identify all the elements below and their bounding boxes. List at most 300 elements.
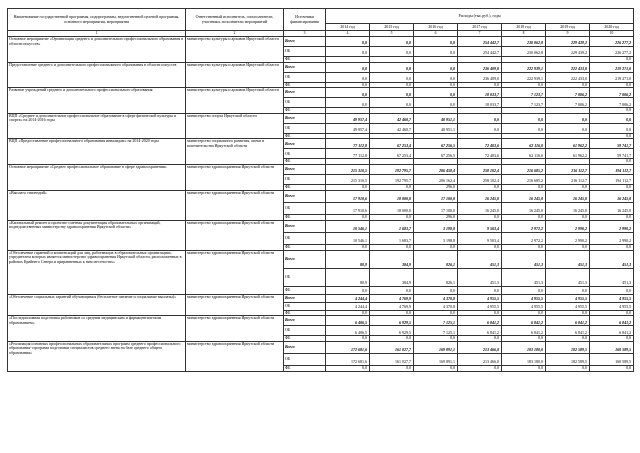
funding-source-cell: ФБ bbox=[284, 108, 326, 114]
expense-value-cell: 0,0 bbox=[414, 72, 458, 82]
funding-source-cell: Всего bbox=[284, 62, 326, 72]
expense-value-cell: 0,0 bbox=[458, 286, 502, 294]
expense-value-cell: 77 112,8 bbox=[326, 149, 370, 159]
expense-value-cell: 0,0 bbox=[370, 62, 414, 72]
expense-value-cell: 6 841,2 bbox=[502, 316, 546, 326]
expense-value-cell: 0,0 bbox=[502, 214, 546, 220]
funding-source-cell: ФБ bbox=[284, 244, 326, 250]
expense-value-cell: 4 955,5 bbox=[502, 294, 546, 302]
expense-value-cell: 0,0 bbox=[370, 214, 414, 220]
expense-value-cell: 6 841,2 bbox=[502, 326, 546, 336]
expense-value-cell: 62 116,0 bbox=[502, 149, 546, 159]
executor-cell: министерство культуры и архивов Иркутской области bbox=[186, 62, 284, 88]
header-year: 2016 год bbox=[414, 24, 458, 31]
expense-value-cell: 16 245,0 bbox=[590, 202, 634, 214]
program-name-cell: «Реализация основных профессиональных образовательных программ среднего профессионального образования- программ подготовки специалистов среднего звена на базе среднего общего образования» bbox=[8, 341, 186, 371]
expense-value-cell: 229 439,2 bbox=[546, 37, 590, 47]
header-col-number: 9 bbox=[546, 31, 590, 37]
table-row bbox=[8, 220, 634, 232]
funding-source-cell: ФБ bbox=[284, 336, 326, 342]
header-col-number: 7 bbox=[458, 31, 502, 37]
expense-value-cell: 0,0 bbox=[546, 336, 590, 342]
expense-value-cell: 0,0 bbox=[502, 244, 546, 250]
expense-value-cell: 0,0 bbox=[458, 244, 502, 250]
expense-value-cell: 59 741,7 bbox=[590, 139, 634, 149]
expense-value-cell: 222 939,1 bbox=[502, 72, 546, 82]
program-name-cell: Основное мероприятие «Среднее профессиональное образование в сфере здравоохранения» bbox=[8, 164, 186, 190]
expense-value-cell: 0,0 bbox=[590, 108, 634, 114]
executor-cell: министерство социального развития, опеки и попечительства Иркутской области bbox=[186, 139, 284, 165]
funding-source-cell: ФБ bbox=[284, 214, 326, 220]
expense-value-cell: 49 957,4 bbox=[326, 113, 370, 123]
expense-value-cell: 0,0 bbox=[414, 98, 458, 108]
expense-value-cell: 222 433,0 bbox=[546, 62, 590, 72]
expense-value-cell: 0,0 bbox=[370, 286, 414, 294]
expense-value-cell: 16 245,0 bbox=[590, 190, 634, 202]
expense-value-cell: 0,0 bbox=[590, 123, 634, 133]
expense-value-cell: 10 546,1 bbox=[326, 220, 370, 232]
expense-value-cell: 0,0 bbox=[546, 82, 590, 88]
expense-value-cell: 62 116,0 bbox=[502, 139, 546, 149]
expense-value-cell: 226 277,2 bbox=[590, 47, 634, 57]
expense-value-cell: 16 245,0 bbox=[458, 202, 502, 214]
expense-value-cell: 0,0 bbox=[370, 37, 414, 47]
expense-value-cell: 222 939,1 bbox=[502, 62, 546, 72]
expense-value-cell: 182 589,5 bbox=[546, 341, 590, 353]
expense-value-cell: 4 244,4 bbox=[326, 294, 370, 302]
funding-source-cell: Всего bbox=[284, 316, 326, 326]
program-name-cell: Предоставление среднего и дополнительного профессионального образования в области искусств bbox=[8, 62, 186, 88]
expense-value-cell: 236 409,0 bbox=[458, 62, 502, 72]
expense-value-cell: 7 006,2 bbox=[546, 98, 590, 108]
funding-source-cell: ОБ bbox=[284, 98, 326, 108]
header-executor: Ответственный исполнитель, соисполнители, участники, исполнители мероприятий bbox=[186, 9, 284, 31]
budget-table-sheet bbox=[7, 8, 633, 372]
expense-value-cell: 7 125,1 bbox=[414, 316, 458, 326]
expense-value-cell: 0,0 bbox=[326, 244, 370, 250]
expense-value-cell: 0,0 bbox=[502, 336, 546, 342]
expense-value-cell: 4 769,9 bbox=[370, 294, 414, 302]
expense-value-cell: 16 245,0 bbox=[546, 202, 590, 214]
program-name-cell: Основное мероприятие «Организация среднего и дополнительного профессионального образования в области искусств» bbox=[8, 37, 186, 63]
expense-value-cell: 4 370,8 bbox=[414, 302, 458, 310]
expense-value-cell: 206 162,4 bbox=[414, 174, 458, 184]
expense-value-cell: 0,0 bbox=[326, 72, 370, 82]
expense-value-cell: 451,3 bbox=[502, 268, 546, 286]
expense-value-cell: 0,0 bbox=[326, 286, 370, 294]
expense-value-cell: 160 589,5 bbox=[590, 341, 634, 353]
expense-value-cell: 7 125,1 bbox=[414, 326, 458, 336]
executor-cell: министерство здравоохранения Иркутской области bbox=[186, 341, 284, 371]
expense-value-cell: 6 406,5 bbox=[326, 326, 370, 336]
expense-value-cell: 0,0 bbox=[326, 310, 370, 316]
expense-value-cell: 0,0 bbox=[546, 365, 590, 371]
funding-source-cell: ОБ bbox=[284, 174, 326, 184]
expense-value-cell: 72 403,6 bbox=[458, 139, 502, 149]
expense-value-cell: 219 271,0 bbox=[590, 72, 634, 82]
expense-value-cell: 0,0 bbox=[326, 88, 370, 98]
executor-cell: министерство здравоохранения Иркутской области bbox=[186, 164, 284, 190]
expense-value-cell: 16 245,0 bbox=[502, 190, 546, 202]
executor-cell: министерство здравоохранения Иркутской области bbox=[186, 250, 284, 294]
table-row bbox=[8, 113, 634, 123]
funding-source-cell: ФБ bbox=[284, 310, 326, 316]
budget-table bbox=[7, 8, 634, 372]
expense-value-cell: 0,0 bbox=[458, 184, 502, 190]
expense-value-cell: 0,0 bbox=[370, 184, 414, 190]
expense-value-cell: 7 123,7 bbox=[502, 98, 546, 108]
expense-value-cell: 0,0 bbox=[414, 244, 458, 250]
expense-value-cell: 0,0 bbox=[370, 98, 414, 108]
expense-value-cell: 0,0 bbox=[546, 310, 590, 316]
expense-value-cell: 0,0 bbox=[590, 82, 634, 88]
funding-source-cell: ОБ bbox=[284, 47, 326, 57]
table-row bbox=[8, 88, 634, 98]
expense-value-cell: 6 406,5 bbox=[326, 316, 370, 326]
expense-value-cell: 0,0 bbox=[590, 133, 634, 139]
expense-value-cell: 77 112,8 bbox=[326, 139, 370, 149]
header-expenses: Расходы (тыс.руб.), годы bbox=[326, 9, 634, 24]
table-row bbox=[8, 62, 634, 72]
expense-value-cell: 40 951,1 bbox=[414, 123, 458, 133]
expense-value-cell: 384,9 bbox=[370, 250, 414, 268]
expense-value-cell: 0,0 bbox=[370, 72, 414, 82]
funding-source-cell: ОБ bbox=[284, 149, 326, 159]
expense-value-cell: 3 198,8 bbox=[414, 232, 458, 244]
expense-value-cell: 0,0 bbox=[546, 123, 590, 133]
expense-value-cell: 2 990,2 bbox=[546, 220, 590, 232]
expense-value-cell: 451,3 bbox=[590, 268, 634, 286]
expense-value-cell: 17 910,6 bbox=[326, 202, 370, 214]
expense-value-cell: 9 503,4 bbox=[458, 232, 502, 244]
expense-value-cell: 2 990,2 bbox=[590, 232, 634, 244]
expense-value-cell: 17 100,0 bbox=[414, 190, 458, 202]
program-name-cell: «Выплата стипендий» bbox=[8, 190, 186, 220]
expense-value-cell: 451,3 bbox=[458, 268, 502, 286]
expense-value-cell: 0,0 bbox=[414, 365, 458, 371]
funding-source-cell: Всего bbox=[284, 341, 326, 353]
expense-value-cell: 0,0 bbox=[414, 88, 458, 98]
expense-value-cell: 4 244,4 bbox=[326, 302, 370, 310]
expense-value-cell: 80,9 bbox=[326, 268, 370, 286]
expense-value-cell: 1 683,7 bbox=[370, 220, 414, 232]
expense-value-cell: 6 841,2 bbox=[458, 316, 502, 326]
budget-table-body bbox=[8, 37, 634, 372]
expense-value-cell: 2 990,2 bbox=[546, 232, 590, 244]
expense-value-cell: 0,0 bbox=[590, 286, 634, 294]
expense-value-cell: 0,0 bbox=[370, 47, 414, 57]
expense-value-cell: 183 180,0 bbox=[502, 341, 546, 353]
expense-value-cell: 4 955,5 bbox=[458, 302, 502, 310]
expense-value-cell: 0,0 bbox=[326, 214, 370, 220]
executor-cell: министерство культуры и архивов Иркутской области bbox=[186, 88, 284, 114]
expense-value-cell: 4 955,5 bbox=[502, 302, 546, 310]
expense-value-cell: 0,0 bbox=[546, 244, 590, 250]
funding-source-cell: ФБ bbox=[284, 133, 326, 139]
expense-value-cell: 0,0 bbox=[370, 82, 414, 88]
expense-value-cell: 18 033,7 bbox=[458, 98, 502, 108]
expense-value-cell: 0,0 bbox=[458, 82, 502, 88]
funding-source-cell: Всего bbox=[284, 294, 326, 302]
expense-value-cell: 826,1 bbox=[414, 268, 458, 286]
expense-value-cell: 7 006,2 bbox=[590, 98, 634, 108]
expense-value-cell: 2 972,2 bbox=[502, 232, 546, 244]
expense-value-cell: 0,0 bbox=[546, 184, 590, 190]
expense-value-cell: 4 769,9 bbox=[370, 302, 414, 310]
expense-value-cell: 2 972,2 bbox=[502, 220, 546, 232]
expense-value-cell: 0,0 bbox=[414, 37, 458, 47]
program-name-cell: ВЦП «Предоставление профессионального образования инвалидам» на 2014-2020 годы bbox=[8, 139, 186, 165]
expense-value-cell: 0,0 bbox=[458, 365, 502, 371]
expense-value-cell: 236 409,0 bbox=[458, 72, 502, 82]
funding-source-cell: ФБ bbox=[284, 159, 326, 165]
expense-value-cell: 0,0 bbox=[590, 365, 634, 371]
expense-value-cell: 0,0 bbox=[458, 336, 502, 342]
funding-source-cell: ОБ bbox=[284, 268, 326, 286]
funding-source-cell: ОБ bbox=[284, 353, 326, 365]
header-col-number: 8 bbox=[502, 31, 546, 37]
expense-value-cell: 451,3 bbox=[590, 250, 634, 268]
expense-value-cell: 7 123,7 bbox=[502, 88, 546, 98]
expense-value-cell: 61 962,2 bbox=[546, 139, 590, 149]
expense-value-cell: 16 245,0 bbox=[502, 202, 546, 214]
expense-value-cell: 4 955,5 bbox=[590, 294, 634, 302]
expense-value-cell: 0,0 bbox=[414, 82, 458, 88]
funding-source-cell: ОБ bbox=[284, 302, 326, 310]
executor-cell: министерство здравоохранения Иркутской области bbox=[186, 220, 284, 250]
expense-value-cell: 6 841,2 bbox=[458, 326, 502, 336]
table-row bbox=[8, 294, 634, 302]
program-name-cell: ВЦП «Среднее и дополнительное профессиональное образование в сфере физической культуры и спорта» на 2014-2016 годы bbox=[8, 113, 186, 139]
expense-value-cell: 215 310,5 bbox=[326, 174, 370, 184]
header-col-number: 5 bbox=[370, 31, 414, 37]
expense-value-cell: 0,0 bbox=[590, 57, 634, 63]
expense-value-cell: 0,0 bbox=[502, 82, 546, 88]
expense-value-cell: 384,9 bbox=[370, 268, 414, 286]
program-name-cell: «Капитальный ремонт и проектно-сметная документация образовательных организаций, подведомственных министерству здравоохранения Иркутской области» bbox=[8, 220, 186, 250]
expense-value-cell: 0,0 bbox=[590, 184, 634, 190]
expense-value-cell: 0,0 bbox=[590, 159, 634, 165]
funding-source-cell: ОБ bbox=[284, 72, 326, 82]
expense-value-cell: 0,0 bbox=[502, 365, 546, 371]
expense-value-cell: 161 027,7 bbox=[370, 353, 414, 365]
expense-value-cell: 67 256,5 bbox=[414, 139, 458, 149]
expense-value-cell: 254 442,7 bbox=[458, 47, 502, 57]
expense-value-cell: 0,0 bbox=[502, 123, 546, 133]
expense-value-cell: 161 027,7 bbox=[370, 341, 414, 353]
expense-value-cell: 18 033,7 bbox=[458, 88, 502, 98]
header-year: 2014 год bbox=[326, 24, 370, 31]
expense-value-cell: 61 962,2 bbox=[546, 149, 590, 159]
table-row bbox=[8, 250, 634, 268]
funding-source-cell: Всего bbox=[284, 164, 326, 174]
expense-value-cell: 0,0 bbox=[590, 113, 634, 123]
expense-value-cell: 6 841,2 bbox=[590, 326, 634, 336]
program-name-cell: «Обеспечение социальных гарантий обучающимся (бесплатное питание и социальные выплаты)» bbox=[8, 294, 186, 316]
expense-value-cell: 6 841,2 bbox=[546, 316, 590, 326]
expense-value-cell: 0,0 bbox=[546, 286, 590, 294]
expense-value-cell: 80,9 bbox=[326, 250, 370, 268]
header-year: 2019 год bbox=[546, 24, 590, 31]
expense-value-cell: 216 112,7 bbox=[546, 164, 590, 174]
expense-value-cell: 42 460,7 bbox=[370, 123, 414, 133]
table-row bbox=[8, 341, 634, 353]
header-col-number: 10 bbox=[590, 31, 634, 37]
expense-value-cell: 172 681,6 bbox=[326, 353, 370, 365]
expense-value-cell: 1 683,7 bbox=[370, 232, 414, 244]
expense-value-cell: 3 198,8 bbox=[414, 220, 458, 232]
expense-value-cell: 4 955,5 bbox=[590, 302, 634, 310]
expense-value-cell: 0,0 bbox=[502, 113, 546, 123]
expense-value-cell: 0,0 bbox=[502, 310, 546, 316]
expense-value-cell: 206 458,4 bbox=[414, 164, 458, 174]
executor-cell: министерство здравоохранения Иркутской области bbox=[186, 294, 284, 316]
expense-value-cell: 17 100,0 bbox=[414, 202, 458, 214]
expense-value-cell: 216 685,2 bbox=[502, 164, 546, 174]
expense-value-cell: 4 955,5 bbox=[458, 294, 502, 302]
expense-value-cell: 0,0 bbox=[326, 184, 370, 190]
header-year: 2015 год bbox=[370, 24, 414, 31]
program-name-cell: «Обеспечение гарантий и компенсаций для лиц, работающих в образовательных организациях, учредителем которых является министерство здравоохранения Иркутской области, расположенных в районах Крайнего Севера и приравненных к ним местностях» bbox=[8, 250, 186, 294]
expense-value-cell: 17 910,6 bbox=[326, 190, 370, 202]
expense-value-cell: 4 370,8 bbox=[414, 294, 458, 302]
expense-value-cell: 6 841,2 bbox=[590, 316, 634, 326]
executor-cell: министерство культуры и архивов Иркутской области bbox=[186, 37, 284, 63]
expense-value-cell: 0,0 bbox=[458, 214, 502, 220]
funding-source-cell: ФБ bbox=[284, 57, 326, 63]
expense-value-cell: 182 589,5 bbox=[546, 353, 590, 365]
funding-source-cell: ОБ bbox=[284, 326, 326, 336]
expense-value-cell: 192 795,7 bbox=[370, 174, 414, 184]
expense-value-cell: 6 841,2 bbox=[546, 326, 590, 336]
expense-value-cell: 0,0 bbox=[326, 98, 370, 108]
expense-value-cell: 0,0 bbox=[326, 37, 370, 47]
executor-cell: министерство здравоохранения Иркутской области bbox=[186, 190, 284, 220]
header-source: Источники финансирования bbox=[284, 9, 326, 31]
expense-value-cell: 0,0 bbox=[458, 310, 502, 316]
funding-source-cell: ФБ bbox=[284, 184, 326, 190]
funding-source-cell: Всего bbox=[284, 190, 326, 202]
table-row bbox=[8, 37, 634, 47]
expense-value-cell: 67 256,5 bbox=[414, 149, 458, 159]
expense-value-cell: 67 253,4 bbox=[370, 139, 414, 149]
expense-value-cell: 451,3 bbox=[546, 250, 590, 268]
expense-value-cell: 213 466,0 bbox=[458, 341, 502, 353]
expense-value-cell: 49 957,4 bbox=[326, 123, 370, 133]
expense-value-cell: 0,0 bbox=[414, 286, 458, 294]
expense-value-cell: 0,0 bbox=[326, 336, 370, 342]
expense-value-cell: 0,0 bbox=[590, 214, 634, 220]
expense-value-cell: 7 006,2 bbox=[546, 88, 590, 98]
program-name-cell: «Последипломная подготовка работников со средним медицинским и фармацевтическим образованием» bbox=[8, 316, 186, 342]
header-col-number: 6 bbox=[414, 31, 458, 37]
funding-source-cell: Всего bbox=[284, 250, 326, 268]
expense-value-cell: 183 180,0 bbox=[502, 353, 546, 365]
expense-value-cell: 169 891,1 bbox=[414, 341, 458, 353]
funding-source-cell: ФБ bbox=[284, 286, 326, 294]
expense-value-cell: 0,0 bbox=[414, 310, 458, 316]
expense-value-cell: 40 951,1 bbox=[414, 113, 458, 123]
expense-value-cell: 172 681,6 bbox=[326, 341, 370, 353]
expense-value-cell: 0,0 bbox=[458, 123, 502, 133]
expense-value-cell: 229 439,2 bbox=[546, 47, 590, 57]
expense-value-cell: 0,0 bbox=[370, 336, 414, 342]
expense-value-cell: 18 000,0 bbox=[370, 190, 414, 202]
expense-value-cell: 0,0 bbox=[590, 244, 634, 250]
expense-value-cell: 4 955,5 bbox=[546, 302, 590, 310]
expense-value-cell: 16 245,0 bbox=[546, 190, 590, 202]
expense-value-cell: 451,3 bbox=[546, 268, 590, 286]
expense-value-cell: 0,0 bbox=[414, 62, 458, 72]
expense-value-cell: 216 685,2 bbox=[502, 174, 546, 184]
expense-value-cell: 0,0 bbox=[326, 365, 370, 371]
expense-value-cell: 16 245,0 bbox=[458, 190, 502, 202]
expense-value-cell: 59 741,7 bbox=[590, 149, 634, 159]
expense-value-cell: 213 466,0 bbox=[458, 353, 502, 365]
expense-value-cell: 296,0 bbox=[414, 214, 458, 220]
expense-value-cell: 18 000,0 bbox=[370, 202, 414, 214]
header-year: 2017 год bbox=[458, 24, 502, 31]
program-name-cell: Развитие учреждений среднего и дополнительного профессионального образования bbox=[8, 88, 186, 114]
expense-value-cell: 296,0 bbox=[414, 184, 458, 190]
expense-value-cell: 0,0 bbox=[326, 82, 370, 88]
expense-value-cell: 0,0 bbox=[546, 214, 590, 220]
funding-source-cell: Всего bbox=[284, 113, 326, 123]
funding-source-cell: ОБ bbox=[284, 232, 326, 244]
header-col-number: 1 bbox=[8, 31, 186, 37]
expense-value-cell: 0,0 bbox=[370, 244, 414, 250]
header-year: 2018 год bbox=[502, 24, 546, 31]
expense-value-cell: 0,0 bbox=[502, 184, 546, 190]
table-row bbox=[8, 316, 634, 326]
expense-value-cell: 826,1 bbox=[414, 250, 458, 268]
expense-value-cell: 258 102,4 bbox=[458, 174, 502, 184]
expense-value-cell: 42 460,7 bbox=[370, 113, 414, 123]
expense-value-cell: 0,0 bbox=[590, 336, 634, 342]
funding-source-cell: Всего bbox=[284, 139, 326, 149]
expense-value-cell: 0,0 bbox=[326, 62, 370, 72]
executor-cell: министерство спорта Иркутской области bbox=[186, 113, 284, 139]
expense-value-cell: 192 795,7 bbox=[370, 164, 414, 174]
expense-value-cell: 6 929,5 bbox=[370, 326, 414, 336]
funding-source-cell: ФБ bbox=[284, 82, 326, 88]
expense-value-cell: 226 277,2 bbox=[590, 37, 634, 47]
expense-value-cell: 10 546,1 bbox=[326, 232, 370, 244]
expense-value-cell: 0,0 bbox=[370, 88, 414, 98]
funding-source-cell: ОБ bbox=[284, 202, 326, 214]
expense-value-cell: 160 589,5 bbox=[590, 353, 634, 365]
expense-value-cell: 0,0 bbox=[370, 365, 414, 371]
expense-value-cell: 72 403,6 bbox=[458, 149, 502, 159]
executor-cell: министерство здравоохранения Иркутской области bbox=[186, 316, 284, 342]
header-year: 2020 год bbox=[590, 24, 634, 31]
expense-value-cell: 216 112,7 bbox=[546, 174, 590, 184]
expense-value-cell: 254 442,7 bbox=[458, 37, 502, 47]
expense-value-cell: 67 253,4 bbox=[370, 149, 414, 159]
funding-source-cell: ОБ bbox=[284, 123, 326, 133]
expense-value-cell: 4 955,5 bbox=[546, 294, 590, 302]
expense-value-cell: 0,0 bbox=[590, 310, 634, 316]
funding-source-cell: Всего bbox=[284, 88, 326, 98]
table-row bbox=[8, 164, 634, 174]
expense-value-cell: 222 433,0 bbox=[546, 72, 590, 82]
expense-value-cell: 7 006,2 bbox=[590, 88, 634, 98]
header-name: Наименование государственной программы, подпрограммы, ведомственной целевой программы, основного мероприятия, мероприятия bbox=[8, 9, 186, 31]
table-row bbox=[8, 190, 634, 202]
header-col-number: 2 bbox=[186, 31, 284, 37]
expense-value-cell: 230 062,8 bbox=[502, 37, 546, 47]
table-row bbox=[8, 139, 634, 149]
